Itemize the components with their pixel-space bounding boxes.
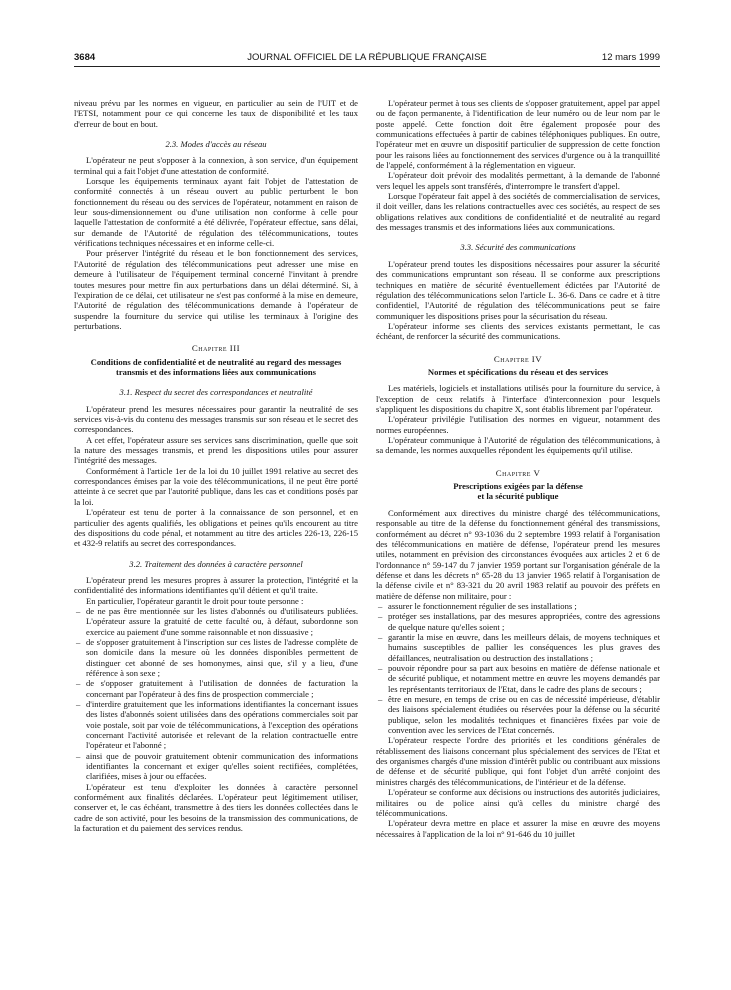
list-item: – de ne pas être mentionnée sur les listes d'abonnés ou d'utilisateurs publiées. L'opérateur assure la gratuité de cette faculté ou, à défaut, subordonne son exercice au paiement d'une somme raisonnable et non dissuasive ; [74,606,358,637]
paragraph: Conformément aux directives du ministre chargé des télécommunications, responsable au titre de la défense du fonctionnement général des transmissions, conformément au décret n° 93-1036 du 2 septembre 1993 relatif à l'organisation des télécommunications en matière de défense, l'opérateur prend les mesures utiles, notamment en prévision des circonstances évoquées aux articles 2 et 6 de l'ordonnance n° 59-147 du 7 janvier 1959 portant sur l'organisation générale de la défense et dans les décrets n° 65-28 du 13 janvier 1965 relatif à l'organisation de la défense civile et n° 83-321 du 20 avril 1983 relatif au pouvoir des préfets en matière de défense non militaire, pour : [376,507,660,601]
chapter-heading-5: Chapitre V [495,467,541,478]
paragraph: L'opérateur informe ses clients des services existants permettant, le cas échéant, de renforcer la sécurité des communications. [376,320,660,342]
paragraph: L'opérateur ne peut s'opposer à la connexion, à son service, d'un équipement terminal qui a fait l'objet d'une attestation de conformité. [74,155,358,176]
paragraph: L'opérateur prend toutes les dispositions nécessaires pour assurer la sécurité des communications empruntant son réseau. Il se conforme aux prescriptions techniques en matière de sécurité éventuellement édictées par l'Autorité de régulation des télécommunications selon l'article L. 36-6. Dans ce cadre et à titre confidentiel, l'Autorité de régulation des télécommunications peut se faire communiquer les dispositions prises pour la sécurisation du réseau. [376,258,660,321]
chapter-title-4: Normes et spécifications du réseau et des services [427,366,609,377]
paragraph: niveau prévu par les normes en vigueur, en particulier au sein de l'UIT et de l'ETSI, notamment pour ce qui concerne les taux de disponibilité et les taux d'erreur de bout en bout. [74,98,358,129]
section-heading-3-2: 3.2. Traitement des données à caractère personnel [129,558,303,569]
list-item: – de s'opposer gratuitement à l'utilisation de données de facturation la concernant par l'opérateur à des fins de prospection commerciale ; [74,678,358,699]
paragraph: L'opérateur permet à tous ses clients de s'opposer gratuitement, appel par appel ou de façon permanente, à l'identification de leur numéro ou de leur nom par le poste appelé. Cette fonction doit être également proposée pour des communications effectuées à partir de cabines téléphoniques publiques. En outre, l'opérateur met en œuvre un dispositif particulier de suppression de cette fonction pour les raisons liées au fonctionnement des services d'urgence ou à la tranquillité de l'appelé, conformément à la réglementation en vigueur. [376,98,660,171]
chapter-title-5-line-2: et la sécurité publique [477,491,559,502]
left-column [74,98,358,833]
paragraph: Lorsque les équipements terminaux ayant fait l'objet de l'attestation de conformité connectés à un réseau ouvert au public perturbent le bon fonctionnement du réseau ou des services de l'opérateur, notamment en raison de leur sous-dimensionnement ou d'une utilisation non conforme à celle pour laquelle l'attestation de conformité a été délivrée, l'opérateur effectue, sans délai, sur demande de l'Autorité de régulation des télécommunications, toutes vérifications techniques nécessaires et en informe celle-ci. [74,176,358,249]
issue-date: 12 mars 1999 [601,52,660,63]
paragraph: L'opérateur est tenu de porter à la connaissance de son personnel, et en particulier des agents qualifiés, les obligations et peines qu'ils encourent au titre des dispositions du code pénal, et notamment au titre des articles 226-13, 226-15 et 432-9 relatifs au secret des correspondances. [74,507,358,549]
paragraph: Lorsque l'opérateur fait appel à des sociétés de commercialisation de services, il doit veiller, dans les relations contractuelles avec ces sociétés, au respect de ses obligations relatives aux conditions de confidentialité et de neutralité au regard des messages transmis et des informations liées aux communications. [376,191,660,233]
list-item: – de s'opposer gratuitement à l'inscription sur ces listes de l'adresse complète de son domicile dans la mesure où les données disponibles permettent de distinguer cet abonné de ses homonymes, ainsi que, s'il y a lieu, d'une référence à son sexe ; [74,637,358,678]
rights-list [74,606,358,782]
chapter-title-3: Conditions de confidentialité et de neutralité au regard des messages transmis et des informations liées aux communications [90,356,342,377]
paragraph: En particulier, l'opérateur garantit le droit pour toute personne : [86,595,304,606]
paragraph: L'opérateur prend les mesures nécessaires pour garantir la neutralité de ses services vis-à-vis du contenu des messages transmis sur son réseau et le secret des correspondances. [74,403,358,435]
paragraph: L'opérateur doit prévoir des modalités permettant, à la demande de l'abonné vers lequel les appels sont transférés, d'interrompre le transfert d'appel. [376,170,660,191]
defense-list [376,601,660,735]
list-item: – d'interdire gratuitement que les informations identifiantes la concernant issues des listes d'abonnés soient utilisées dans des opérations commerciales soit par voie postale, soit par voie de télécommunications, à l'exception des opérations concernant l'activité autorisée et relevant de la relation contractuelle entre l'opérateur et l'abonné ; [74,699,358,751]
list-item: – ainsi que de pouvoir gratuitement obtenir communication des informations identifiantes la concernant et exiger qu'elles soient rectifiées, complétées, clarifiées, mises à jour ou effacées. [74,751,358,782]
paragraph: L'opérateur privilégie l'utilisation des normes en vigueur, notamment des normes européennes. [376,414,660,435]
section-heading-2-3: 2.3. Modes d'accès au réseau [165,139,267,150]
list-item: – assurer le fonctionnement régulier de ses installations ; [376,601,660,611]
chapter-heading-3: Chapitre III [191,343,241,354]
chapter-heading-4: Chapitre IV [493,353,543,364]
paragraph: L'opérateur se conforme aux décisions ou instructions des autorités judiciaires, militaires ou de police ainsi qu'à celles du ministre chargé des télécommunications. [376,787,660,818]
header-rule [74,66,660,67]
paragraph: L'opérateur communique à l'Autorité de régulation des télécommunications, à sa demande, les normes auxquelles répondent les équipements qu'il utilise. [376,435,660,456]
journal-title: JOURNAL OFFICIEL DE LA RÉPUBLIQUE FRANÇAISE [247,52,487,63]
page-header [74,52,660,66]
paragraph: L'opérateur est tenu d'exploiter les données à caractère personnel conformément aux finalités déclarées. L'opérateur peut légitimement utiliser, conserver et, le cas échéant, transmettre à des tiers les données collectées dans le cadre de son activité, pour les besoins de la transmission des communications, de la facturation et du paiement des services rendus. [74,781,358,834]
section-heading-3-1: 3.1. Respect du secret des correspondances et neutralité [119,387,313,398]
chapter-title-5 [376,481,660,502]
list-item: – garantir la mise en œuvre, dans les meilleurs délais, de moyens techniques et humains susceptibles de pallier les conséquences les plus graves des défaillances, neutralisation ou destruction des installations ; [376,632,660,663]
paragraph: L'opérateur devra mettre en place et assurer la mise en œuvre des moyens nécessaires à l'application de la loi n° 91-646 du 10 juillet [376,818,660,839]
list-item: – être en mesure, en temps de crise ou en cas de nécessité impérieuse, d'établir des liaisons spécialement étudiées ou réservées pour la défense ou la sécurité publique, selon les modalités techniques et financières fixées par voie de convention avec les services de l'Etat concernés. [376,694,660,735]
list-item: – protéger ses installations, par des mesures appropriées, contre des agressions de quelque nature qu'elles soient ; [376,611,660,632]
paragraph: A cet effet, l'opérateur assure ses services sans discrimination, quelle que soit la nature des messages transmis, et prend les dispositions utiles pour assurer l'intégrité des messages. [74,434,358,466]
list-item: – pouvoir répondre pour sa part aux besoins en matière de défense nationale et de sécurité publique, et notamment mettre en œuvre les moyens demandés par les représentants territoriaux de l'Etat, dans le cadre des plans de secours ; [376,663,660,694]
paragraph: Conformément à l'article 1er de la loi du 10 juillet 1991 relative au secret des correspondances émises par la voie des télécommunications, il ne peut être porté atteinte à ce secret que par l'autorité publique, dans les cas et conditions posés par la loi. [74,465,358,507]
page-number: 3684 [74,52,96,63]
section-heading-3-3: 3.3. Sécurité des communications [460,242,576,253]
paragraph: L'opérateur respecte l'ordre des priorités et les conditions générales de rétablissement des liaisons concernant plus spécialement des services de l'Etat et des organismes chargés d'une mission d'intérêt public ou contribuant aux missions de défense et de sécurité publique, qui font l'objet d'un arrêté conjoint des ministres chargés des télécommunications, de l'intérieur et de la défense. [376,735,660,787]
paragraph: Pour préserver l'intégrité du réseau et le bon fonctionnement des services, l'Autorité de régulation des télécommunications peut adresser une mise en demeure à l'utilisateur de l'équipement terminal concerné l'invitant à prendre toutes mesures pour mettre fin aux perturbations dans un délai déterminé. Si, à l'expiration de ce délai, cet utilisateur ne s'est pas conformé à la mise en demeure, l'Autorité de régulation des télécommunications demande à l'opérateur de suspendre la fourniture du service qui utilise les terminaux à l'origine des perturbations. [74,248,358,331]
paragraph: Les matériels, logiciels et installations utilisés pour la fourniture du service, à l'exception de ceux relatifs à l'interface d'interconnexion pour lesquels s'appliquent les dispositions du chapitre X, sont établis librement par l'opérateur. [376,383,660,414]
chapter-title-5-line-1: Prescriptions exigées par la défense [453,481,583,492]
right-column [376,98,660,839]
paragraph: L'opérateur prend les mesures propres à assurer la protection, l'intégrité et la confidentialité des informations identifiantes qu'il détient et qu'il traite. [74,574,358,596]
